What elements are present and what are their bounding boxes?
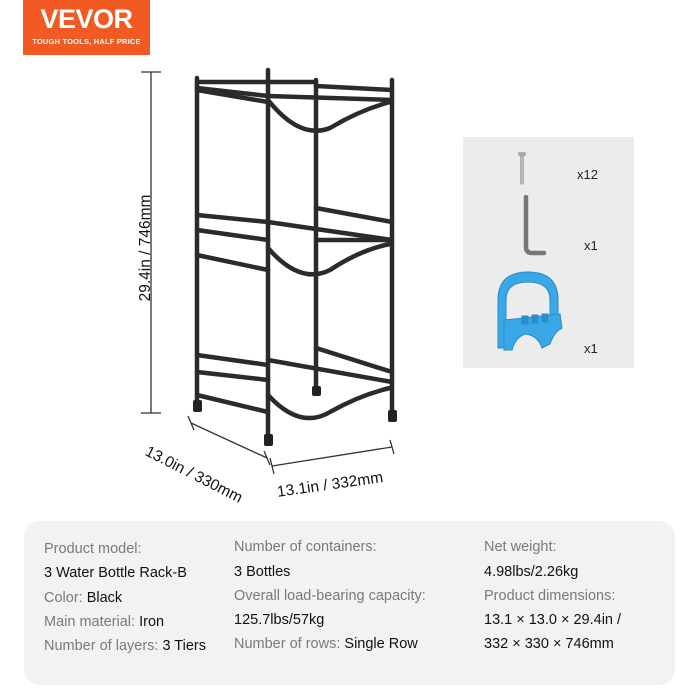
- spec-color: [44, 590, 122, 606]
- height-dimension-label: 29.4in / 746mm: [137, 194, 154, 302]
- spec-material-key: Main material:: [44, 614, 136, 630]
- spec-layers-key: Number of layers:: [44, 638, 159, 654]
- accessories-panel: [463, 137, 634, 368]
- spec-weight-text: 4.98lbs/2.26kg: [484, 564, 579, 580]
- spec-material-text: Iron: [139, 614, 165, 630]
- spec-model-text: 3 Water Bottle Rack-B: [44, 565, 187, 581]
- spec-weight-key: Net weight:: [484, 539, 557, 555]
- spec-color-text: Black: [86, 590, 123, 606]
- spec-weight-value: [484, 564, 578, 580]
- spec-dims-text-1: 13.1 × 13.0 × 29.4in /: [484, 612, 622, 628]
- spec-capacity-value: [234, 612, 324, 628]
- brand-tagline: TOUGH TOOLS, HALF PRICE: [32, 37, 141, 46]
- spec-dims-label: [484, 588, 615, 604]
- spec-containers-key: Number of containers:: [234, 539, 377, 555]
- spec-capacity-key: Overall load-bearing capacity:: [234, 588, 426, 604]
- specifications-panel: [24, 521, 675, 685]
- spec-rows-key: Number of rows:: [234, 636, 341, 652]
- spec-capacity-text: 125.7lbs/57kg: [234, 612, 325, 628]
- screw-quantity: x12: [577, 167, 598, 182]
- spec-model-key: Product model:: [44, 541, 142, 557]
- screw-icon: [515, 152, 529, 186]
- spec-dims-text-2: 332 × 330 × 746mm: [484, 636, 614, 652]
- spec-material: [44, 614, 164, 630]
- depth-dimension-label: 13.0in / 330mm: [142, 443, 246, 507]
- spec-containers-label: [234, 539, 377, 555]
- spec-layers-text: 3 Tiers: [162, 638, 206, 654]
- width-dimension-label: 13.1in / 332mm: [276, 469, 385, 501]
- spec-weight-label: [484, 539, 557, 555]
- spec-capacity-label: [234, 588, 426, 604]
- hex-key-icon: [518, 195, 548, 257]
- spec-rows-text: Single Row: [344, 636, 418, 652]
- spec-dims-line2: [484, 636, 614, 652]
- spec-model-value: [44, 565, 187, 581]
- spec-dims-key: Product dimensions:: [484, 588, 616, 604]
- spec-model-label: [44, 541, 142, 557]
- spec-color-key: Color:: [44, 590, 83, 606]
- spec-dims-line1: [484, 612, 621, 628]
- handle-quantity: x1: [584, 341, 598, 356]
- hex-key-quantity: x1: [584, 238, 598, 253]
- spec-containers-text: 3 Bottles: [234, 564, 291, 580]
- spec-rows: [234, 636, 418, 652]
- spec-layers: [44, 638, 206, 654]
- brand-name: VEVOR: [40, 4, 133, 34]
- bottle-carrier-handle-icon: [488, 270, 568, 352]
- spec-containers-value: [234, 564, 290, 580]
